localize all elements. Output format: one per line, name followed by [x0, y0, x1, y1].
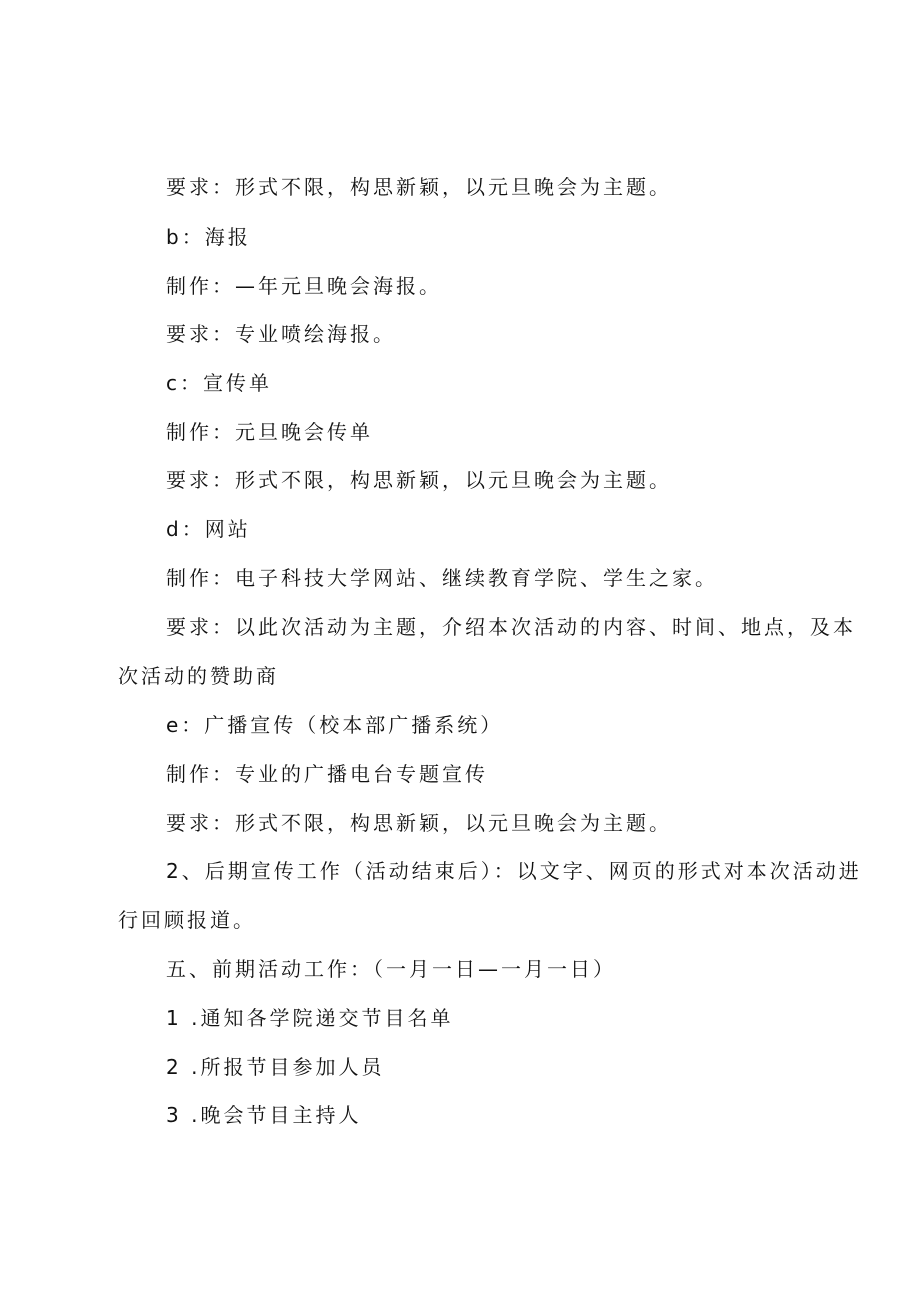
list-item: 3 .晚会节目主持人 — [166, 1103, 362, 1127]
production-line: 制作：元旦晚会传单 — [166, 420, 373, 444]
section-heading-poster: b：海报 — [166, 225, 251, 249]
requirement-line: 要求：形式不限，构思新颖，以元旦晚会为主题。 — [166, 468, 672, 492]
section-heading-website: d：网站 — [166, 517, 251, 541]
section-heading-broadcast: e：广播宣传（校本部广播系统） — [166, 713, 504, 737]
post-publicity-paragraph: 2、后期宣传工作（活动结束后）：以文字、网页的形式对本次活动进 — [166, 859, 862, 883]
requirement-line-continued: 次活动的赞助商 — [118, 664, 279, 688]
post-publicity-paragraph-continued: 行回顾报道。 — [118, 908, 256, 932]
production-line: 制作：专业的广播电台专题宣传 — [166, 762, 488, 786]
list-item: 1 .通知各学院递交节目名单 — [166, 1006, 454, 1030]
section-heading-flyer: c：宣传单 — [166, 371, 272, 395]
production-line: 制作：—年元旦晚会海报。 — [166, 274, 442, 298]
production-line: 制作：电子科技大学网站、继续教育学院、学生之家。 — [166, 566, 718, 590]
list-item: 2 .所报节目参加人员 — [166, 1055, 385, 1079]
section-heading-preliminary-work: 五、前期活动工作：（一月一日—一月一日） — [166, 957, 616, 981]
requirement-line: 要求：以此次活动为主题，介绍本次活动的内容、时间、地点，及本 — [166, 615, 856, 639]
requirement-line: 要求：专业喷绘海报。 — [166, 322, 396, 346]
requirement-line: 要求：形式不限，构思新颖，以元旦晚会为主题。 — [166, 811, 672, 835]
requirement-line: 要求：形式不限，构思新颖，以元旦晚会为主题。 — [166, 175, 672, 199]
